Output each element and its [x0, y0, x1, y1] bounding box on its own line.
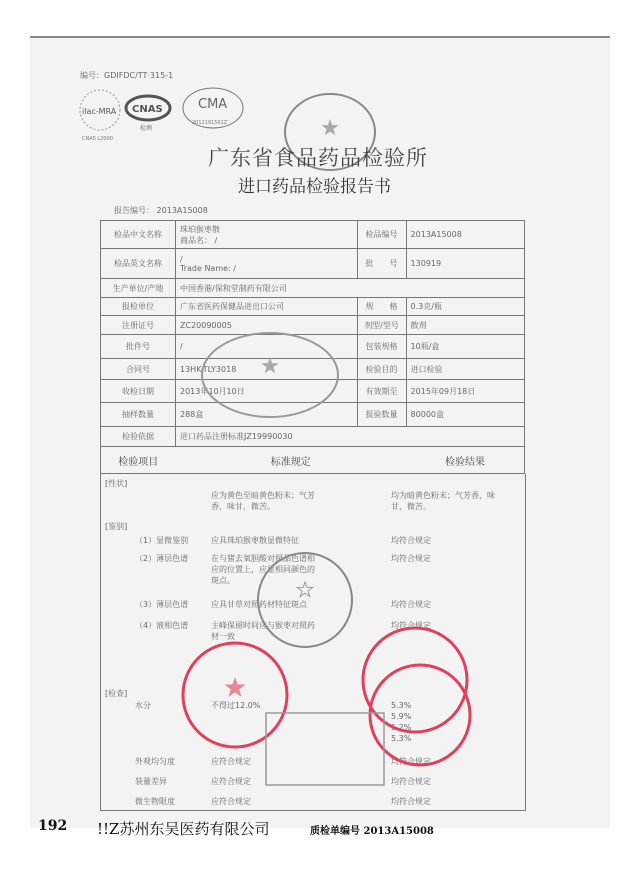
field-label: 包装规格 [357, 335, 406, 359]
qc-label: 质检单编号 [310, 826, 360, 837]
results-body [100, 474, 526, 811]
field-value [176, 316, 358, 335]
info-table [100, 220, 525, 474]
field-value: 2015年09月18日 [406, 380, 524, 403]
test-standard: 应具甘草对照药材特征斑点 [211, 600, 307, 609]
field-label: 注册证号 [101, 316, 176, 335]
field-label: 批 号 [357, 249, 406, 279]
field-label: 有效期至 [357, 380, 406, 403]
field-label: 生产单位/产地 [101, 279, 176, 298]
field-value: 散剂 [406, 316, 524, 335]
field-label: 合同号 [101, 359, 176, 380]
test-result: 均符合规定 [391, 600, 431, 609]
test-item: （3）薄层色谱 [135, 600, 189, 609]
info-row [101, 335, 525, 359]
test-result: 5.3% 5.9% 5.2% 5.3% [391, 701, 412, 743]
field-value: 进口药品注册标准JZ19990030 [176, 427, 525, 447]
cma-logo-text: CMA [198, 97, 228, 112]
test-standard: 不得过12.0% [211, 701, 261, 710]
value-line: / [180, 254, 183, 264]
value-line: 广东省医药保健品进出口公司 [180, 302, 284, 311]
field-value: 进口检验 [406, 359, 524, 380]
test-item: （1）显微鉴别 [135, 536, 189, 545]
field-label: 规 格 [357, 298, 406, 316]
field-label: 报验数量 [357, 403, 406, 427]
field-value [176, 359, 358, 380]
test-item: 装量差异 [135, 777, 167, 786]
field-value [176, 380, 358, 403]
col-header-item: 检验项目 [101, 447, 176, 474]
info-row [101, 249, 525, 279]
field-label: 剂型/型号 [357, 316, 406, 335]
test-item: （4）液相色谱 [135, 621, 189, 630]
test-result: 均符合规定 [391, 621, 431, 630]
cma-code: 2012191561Z [192, 120, 228, 126]
info-row [101, 403, 525, 427]
qc-number: 2013A15008 [363, 826, 434, 837]
field-value [176, 403, 358, 427]
section-title: [性状] [105, 479, 128, 488]
field-label: 收检日期 [101, 380, 176, 403]
col-header-result: 检验结果 [406, 447, 524, 474]
test-result: 均符合规定 [391, 757, 431, 766]
test-item: 外观均匀度 [135, 757, 175, 766]
test-result: 均符合规定 [391, 797, 431, 806]
field-value: 0.3克/瓶 [406, 298, 524, 316]
test-item: 水分 [135, 701, 151, 710]
field-label: 抽样数量 [101, 403, 176, 427]
field-label: 检验依据 [101, 427, 176, 447]
test-standard: 应符合规定 [211, 777, 251, 786]
field-value: 80000盒 [406, 403, 524, 427]
value-line: 2013年10月10日 [180, 386, 245, 396]
footer-company: !!Z苏州东吴医药有限公司 [97, 820, 270, 838]
test-result: 均符合规定 [391, 777, 431, 786]
page-number: 192 [38, 818, 68, 834]
field-label: 报检单位 [101, 298, 176, 316]
test-item: 微生物限度 [135, 797, 175, 806]
value-line: / [180, 342, 183, 351]
col-header-standard: 标准规定 [176, 447, 407, 474]
test-standard: 应符合规定 [211, 797, 251, 806]
value-line: 288盒 [180, 410, 204, 419]
section-title: [检查] [105, 689, 128, 698]
value-line: 珠珀猴枣散 [180, 224, 220, 234]
report-title: 进口药品检验报告书 [238, 177, 391, 197]
test-standard: 在与猪去氧胆酸对照品色谱相应的位置上，应显相同颜色的斑点。 [211, 554, 315, 585]
test-item: （2）薄层色谱 [135, 554, 189, 563]
field-value [176, 335, 358, 359]
field-value: 10瓶/盒 [406, 335, 524, 359]
cnas-code: CNAS L2000 [82, 136, 113, 142]
test-standard: 应符合规定 [211, 757, 251, 766]
info-row [101, 221, 525, 249]
results-header [101, 447, 525, 474]
test-result: 均为暗黄色粉末；气芳香，味甘，微苦。 [391, 491, 495, 511]
info-row [101, 279, 525, 298]
section-title: [鉴别] [105, 522, 128, 531]
test-standard: 主峰保留时间应与猴枣对照药材一致 [211, 621, 315, 641]
cnas-logo: CNAS [132, 104, 163, 115]
field-value: 130919 [406, 249, 524, 279]
value-line-2: 商品名： / [180, 235, 218, 245]
institute-name: 广东省食品药品检验所 [208, 146, 428, 170]
field-value [176, 221, 358, 249]
info-row [101, 380, 525, 403]
form-number: 编号：GDIFDC/TT·315-1 [80, 71, 174, 80]
report-no: 2013A15008 [156, 206, 208, 215]
value-line-2: Trade Name: / [180, 263, 236, 273]
field-label: 检验目的 [357, 359, 406, 380]
field-value: 2013A15008 [406, 221, 524, 249]
cnas-text: 检测 [140, 125, 153, 132]
info-row [101, 427, 525, 447]
field-label: 批件号 [101, 335, 176, 359]
test-standard: 应为黄色至暗黄色粉末；气芳香，味甘，微苦。 [211, 491, 315, 511]
report-no-label: 报告编号： [114, 206, 154, 215]
field-label: 检品中文名称 [101, 221, 176, 249]
ilac-logo: ilac-MRA [82, 107, 117, 116]
info-row [101, 316, 525, 335]
info-row [101, 359, 525, 380]
value-line: 13HK-TLY3018 [180, 364, 237, 374]
test-result: 均符合规定 [391, 554, 431, 563]
field-value [176, 249, 358, 279]
value-line: ZC20090005 [180, 320, 232, 330]
field-value: 中国香港/保和堂制药有限公司 [176, 279, 525, 298]
test-standard: 应具珠珀猴枣散显微特征 [211, 536, 299, 545]
info-row [101, 298, 525, 316]
field-label: 检品英文名称 [101, 249, 176, 279]
test-result: 均符合规定 [391, 536, 431, 545]
field-label: 检品编号 [357, 221, 406, 249]
field-value [176, 298, 358, 316]
